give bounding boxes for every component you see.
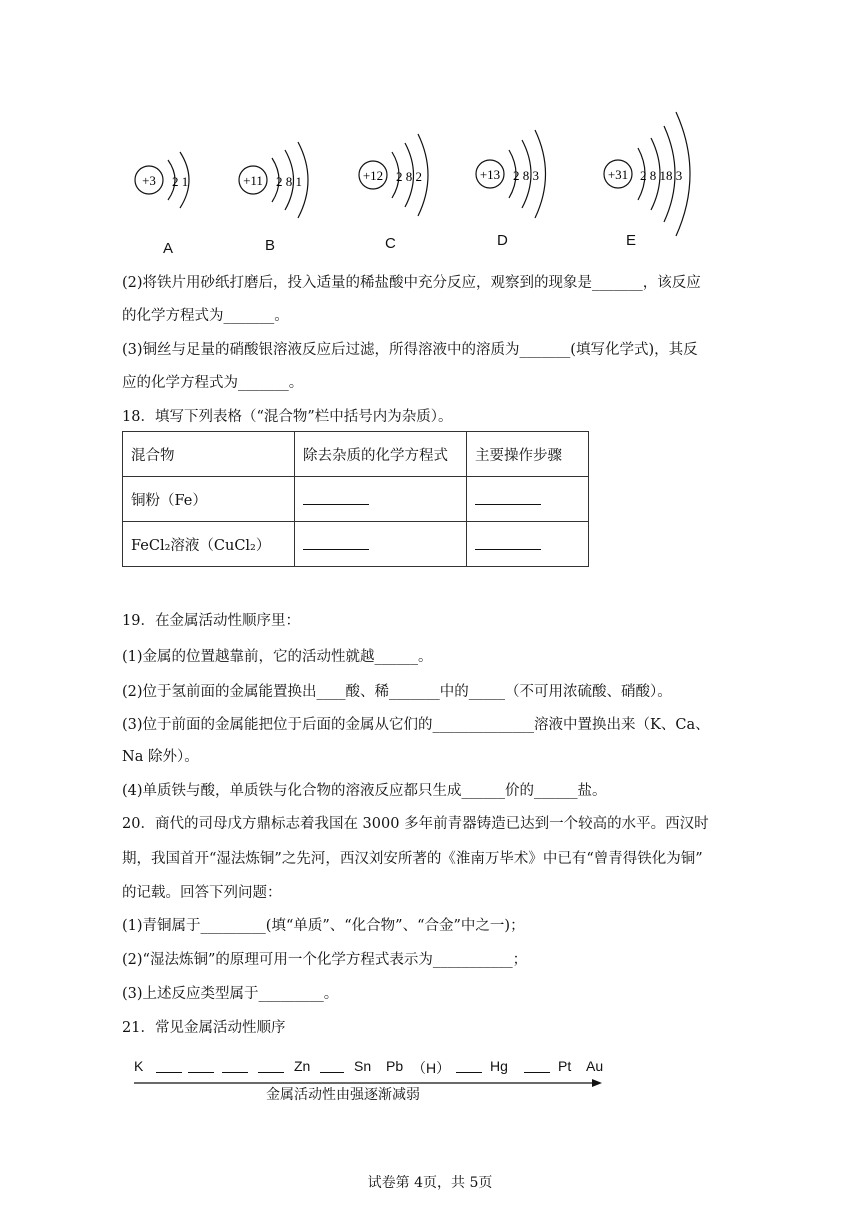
atom-c [359,134,428,216]
q19-part3-line2: Na 除外）。 [122,749,199,765]
atom-c-nucleus: +12 [362,168,384,183]
table-header-mixture: 混合物 [123,432,295,477]
q19-part4: (4)单质铁与酸，单质铁与化合物的溶液反应都只生成______价的______盐。 [122,783,607,799]
atom-c-shells: 2 8 2 [396,169,422,184]
table-cell-mixture: FeCl₂溶液（CuCl₂） [123,522,295,567]
atom-label-d: D [497,232,508,249]
metal-hg: Hg [490,1058,508,1074]
atom-d-shells: 2 8 3 [513,168,539,183]
metal-h: （H） [412,1060,451,1076]
atom-b-nucleus: +11 [243,173,263,188]
q19-part3-line1: (3)位于前面的金属能把位于后面的金属从它们的______________溶液中置换出来（K、Ca、 [122,717,710,733]
atom-label-a: A [163,240,174,257]
q21-stem: 21．常见金属活动性顺序 [122,1020,286,1036]
q17-part2-line1: (2)将铁片用砂纸打磨后，投入适量的稀盐酸中充分反应，观察到的现象是_______，该反应 [122,275,701,291]
q20-stem-line1: 20．商代的司母戊方鼎标志着我国在 3000 多年前青器铸造已达到一个较高的水平。西汉时 [122,816,709,832]
table-header-steps: 主要操作步骤 [467,432,589,477]
table-cell-mixture: 铜粉（Fe） [123,477,295,522]
q17-part2-line2: 的化学方程式为_______。 [122,308,289,324]
table-cell-equation-blank [295,477,467,522]
q19-part2: (2)位于氢前面的金属能置换出____酸、稀_______中的_____（不可用浓硫酸、硝酸）。 [122,684,672,700]
metal-zn: Zn [294,1058,311,1074]
q19-stem: 19．在金属活动性顺序里： [122,613,300,629]
arrow-label: 金属活动性由强逐渐减弱 [266,1086,420,1102]
table-row [123,522,589,567]
page-footer: 试卷第 4页，共 5页 [367,1175,493,1191]
q20-stem-line3: 的记载。回答下列问题： [122,885,282,901]
atom-label-b: B [265,237,276,254]
atom-d-nucleus: +13 [479,167,501,182]
table-cell-equation-blank [295,522,467,567]
table-cell-steps-blank [467,477,589,522]
atom-a-nucleus: +3 [142,173,156,188]
atom-e-nucleus: +31 [607,167,629,182]
atom-label-c: C [385,235,396,252]
metal-pb: Pb [386,1058,404,1074]
impurity-table [122,431,589,567]
atom-e-shells: 2 8 18 3 [640,168,683,183]
atom-e [604,112,690,236]
q20-part1: (1)青铜属于_________(填“单质”、“化合物”、“合金”中之一)； [122,918,525,934]
atom-structure-diagrams [0,0,860,260]
q20-part3: (3)上述反应类型属于_________。 [122,986,339,1002]
table-row [123,477,589,522]
atom-d [476,130,546,218]
atom-b [239,142,308,218]
table-cell-steps-blank [467,522,589,567]
q17-part3-line2: 应的化学方程式为_______。 [122,375,304,391]
q17-part3-line1: (3)铜丝与足量的硝酸银溶液反应后过滤，所得溶液中的溶质为_______(填写化学式)，其反 [122,342,698,358]
metal-k: K [134,1058,144,1074]
q20-part2: (2)“湿法炼铜”的原理可用一个化学方程式表示为___________； [122,952,528,968]
q19-part1: (1)金属的位置越靠前，它的活动性就越______。 [122,649,433,665]
q20-stem-line2: 期，我国首开“湿法炼铜”之先河，西汉刘安所著的《淮南万毕术》中已有“曾青得铁化为铜” [122,851,703,867]
atom-label-e: E [626,232,637,249]
metal-sn: Sn [354,1058,372,1074]
q18-stem: 18．填写下列表格（“混合物”栏中括号内为杂质）。 [122,409,453,425]
table-header-row [123,432,589,477]
table-header-equation: 除去杂质的化学方程式 [295,432,467,477]
atom-a-shells: 2 1 [172,174,189,189]
metal-pt: Pt [558,1058,572,1074]
atom-a [135,152,189,208]
metal-au: Au [586,1058,604,1074]
activity-series [130,1054,610,1104]
atom-b-shells: 2 8 1 [276,174,302,189]
